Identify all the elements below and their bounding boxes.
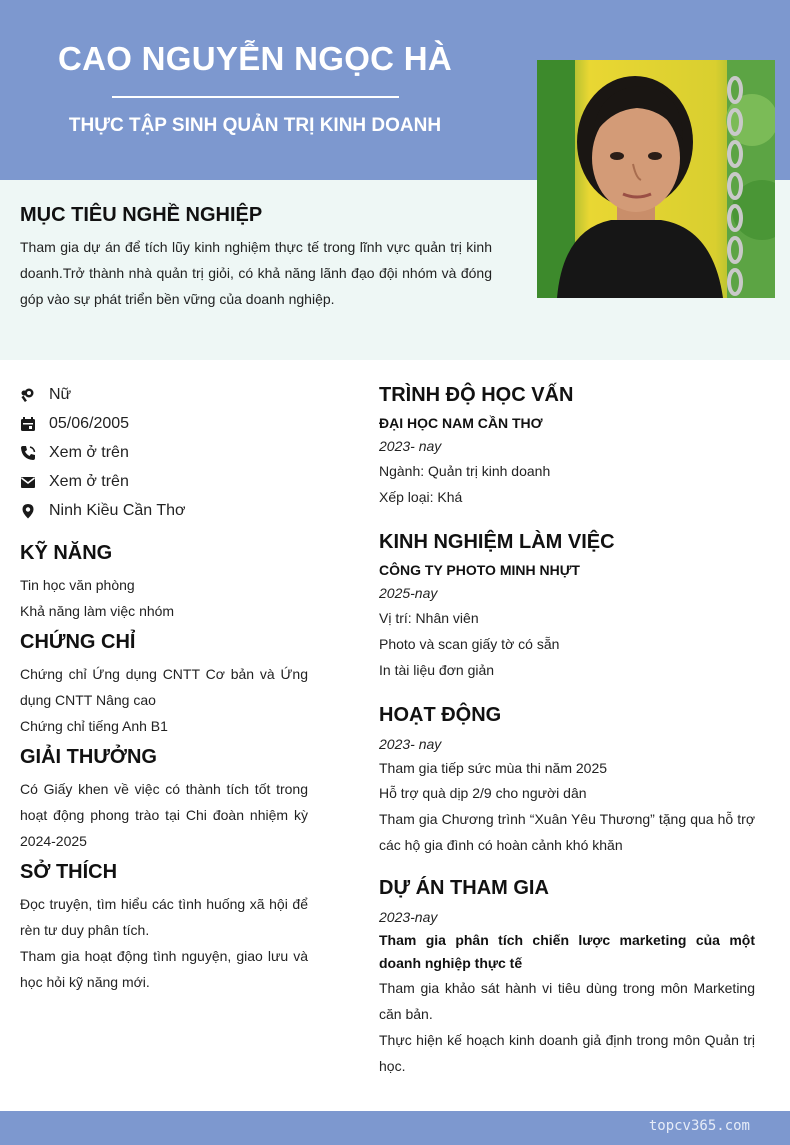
activities-date: 2023- nay bbox=[379, 736, 442, 752]
activity-item: Hỗ trợ quà dịp 2/9 cho người dân bbox=[379, 785, 587, 801]
experience-item: In tài liệu đơn giản bbox=[379, 662, 495, 678]
gender-value: Nữ bbox=[49, 385, 72, 403]
hobbies-section bbox=[20, 859, 308, 995]
education-heading: TRÌNH ĐỘ HỌC VẤN bbox=[379, 384, 574, 406]
calendar-icon bbox=[20, 416, 36, 432]
skill-item: Tin học văn phòng bbox=[20, 577, 135, 593]
education-date: 2023- nay bbox=[379, 438, 442, 454]
activities-section bbox=[379, 702, 755, 858]
footer-band bbox=[0, 1111, 790, 1145]
birthday-value: 05/06/2005 bbox=[49, 414, 130, 432]
skills-section bbox=[20, 540, 308, 624]
contact-address bbox=[20, 496, 186, 525]
project-item: Tham gia khảo sát hành vi tiêu dùng trong môn Marketing căn bản. bbox=[379, 980, 755, 1022]
experience-date: 2025-nay bbox=[379, 585, 438, 601]
company-name: CÔNG TY PHOTO MINH NHỰT bbox=[379, 562, 580, 578]
activity-item: Tham gia Chương trình “Xuân Yêu Thương” tặng qua hỗ trợ các hộ gia đình có hoàn cảnh khó khăn bbox=[379, 811, 755, 853]
school-name: ĐẠI HỌC NAM CẦN THƠ bbox=[379, 415, 543, 431]
education-major: Ngành: Quản trị kinh doanh bbox=[379, 463, 551, 479]
watermark-text: topcv365.com bbox=[648, 1118, 750, 1134]
certificate-item: Chứng chỉ tiếng Anh B1 bbox=[20, 718, 168, 734]
contact-phone[interactable] bbox=[20, 438, 186, 467]
address-value: Ninh Kiều Cần Thơ bbox=[49, 501, 186, 519]
phone-icon bbox=[20, 445, 36, 461]
email-icon bbox=[20, 474, 36, 490]
gender-icon bbox=[20, 387, 36, 403]
education-section bbox=[379, 382, 755, 510]
skills-heading: KỸ NĂNG bbox=[20, 542, 113, 564]
contact-gender bbox=[20, 380, 186, 409]
certificates-heading: CHỨNG CHỈ bbox=[20, 631, 136, 653]
certificates-section bbox=[20, 629, 308, 739]
email-value: Xem ở trên bbox=[49, 472, 129, 490]
experience-item: Photo và scan giấy tờ có sẵn bbox=[379, 636, 560, 652]
hobby-item: Đọc truyện, tìm hiểu các tình huống xã hội để rèn tư duy phân tích. bbox=[20, 896, 308, 938]
contact-birthday bbox=[20, 409, 186, 438]
project-item: Thực hiện kế hoạch kinh doanh giả định trong môn Quản trị học. bbox=[379, 1032, 755, 1074]
contact-email[interactable] bbox=[20, 467, 186, 496]
candidate-name: CAO NGUYỄN NGỌC HÀ bbox=[57, 40, 453, 77]
education-rank: Xếp loại: Khá bbox=[379, 489, 463, 505]
projects-date: 2023-nay bbox=[379, 909, 438, 925]
activity-item: Tham gia tiếp sức mùa thi năm 2025 bbox=[379, 760, 608, 776]
location-icon bbox=[20, 503, 36, 519]
experience-heading: KINH NGHIỆM LÀM VIỆC bbox=[379, 531, 615, 553]
hobby-item: Tham gia hoạt động tình nguyện, giao lưu và học hỏi kỹ năng mới. bbox=[20, 948, 308, 990]
award-item: Có Giấy khen về việc có thành tích tốt trong hoạt động phong trào tại Chi đoàn nhiệm kỳ 2024-2025 bbox=[20, 781, 308, 849]
activities-heading: HOẠT ĐỘNG bbox=[379, 704, 502, 726]
experience-item: Vị trí: Nhân viên bbox=[379, 610, 479, 626]
projects-section bbox=[379, 875, 755, 1079]
hobbies-heading: SỞ THÍCH bbox=[20, 861, 118, 883]
awards-section bbox=[20, 744, 308, 854]
profile-photo bbox=[537, 60, 775, 298]
certificate-item: Chứng chỉ Ứng dụng CNTT Cơ bản và Ứng dụng CNTT Nâng cao bbox=[20, 666, 308, 708]
contact-list bbox=[20, 380, 186, 525]
projects-heading: DỰ ÁN THAM GIA bbox=[379, 877, 549, 899]
title-divider bbox=[112, 96, 399, 98]
job-title: THỰC TẬP SINH QUẢN TRỊ KINH DOANH bbox=[68, 115, 442, 136]
project-title: Tham gia phân tích chiến lược marketing của một doanh nghiệp thực tế bbox=[379, 932, 755, 971]
objective-heading: MỤC TIÊU NGHỀ NGHIỆP bbox=[20, 204, 263, 226]
awards-heading: GIẢI THƯỞNG bbox=[20, 746, 157, 768]
objective-text: Tham gia dự án để tích lũy kinh nghiệm thực tế trong lĩnh vực quản trị kinh doanh.Trở thành nhà quản trị giỏi, có khả năng lãnh đạo đội nhóm và đóng góp vào sự phát triển bền vững của doanh nghiệp. bbox=[20, 239, 492, 307]
experience-section bbox=[379, 529, 755, 683]
phone-value: Xem ở trên bbox=[49, 443, 129, 461]
skill-item: Khả năng làm việc nhóm bbox=[20, 603, 175, 619]
